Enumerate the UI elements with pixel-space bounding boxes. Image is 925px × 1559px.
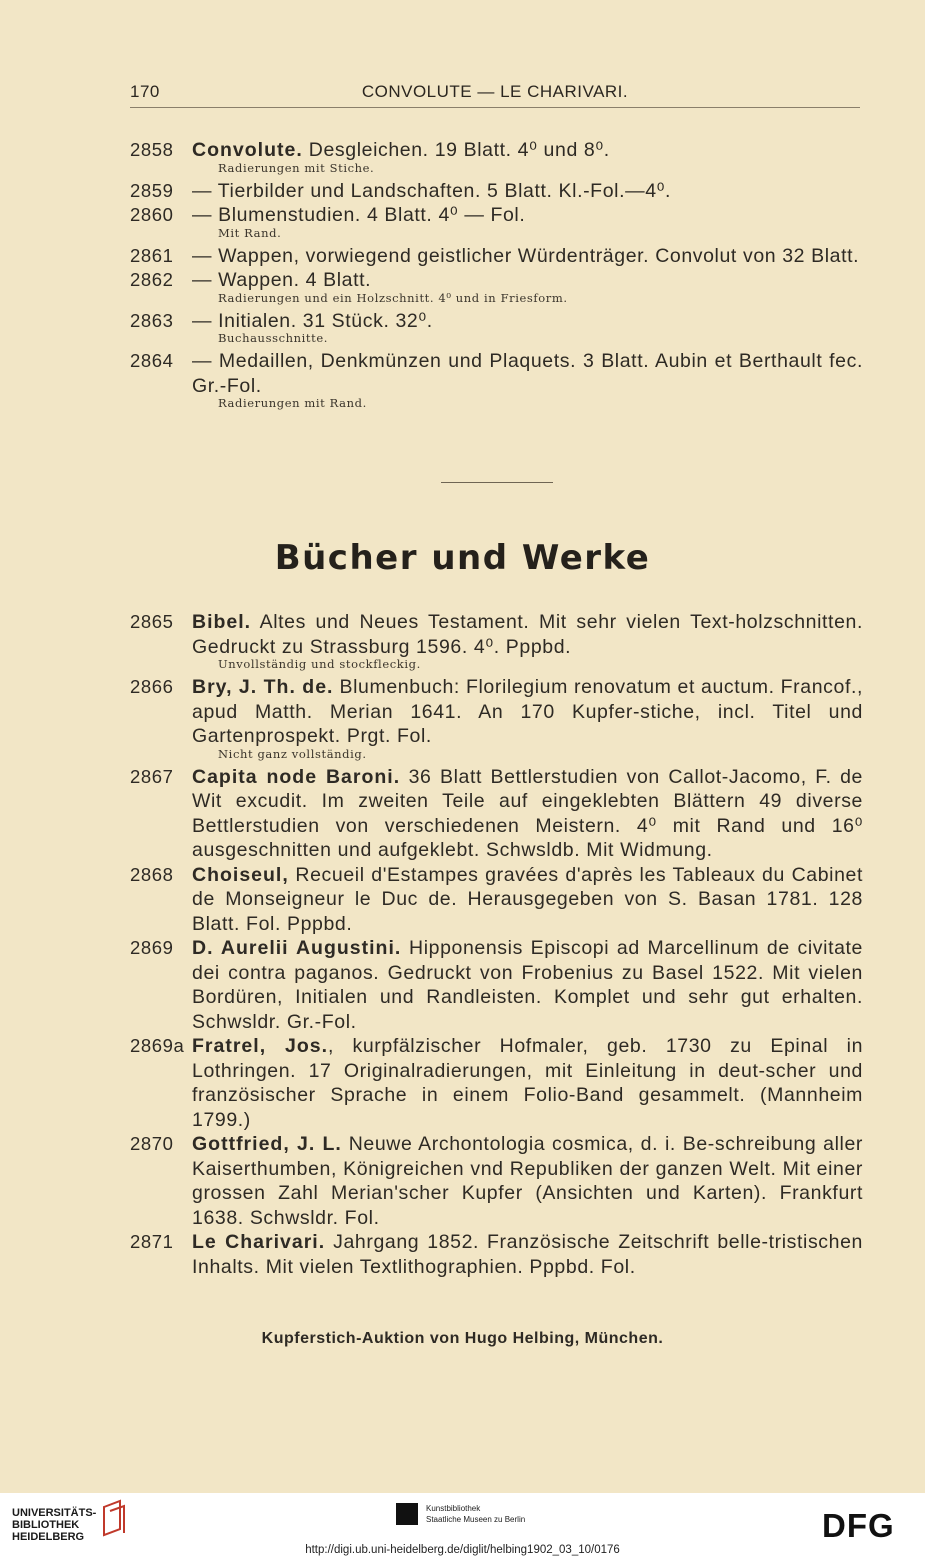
entry-text: Hipponensis Episcopi ad Marcellinum de civitate dei contra paganos. Gedruckt von Frobenius zu Basel 1522. Mit vielen Bordüren, Initialen und Randleisten. Komplet und sehr gut erhalten. Schwsldr. Gr.-Fol. [192,937,863,1033]
entry-text: Desgleichen. 19 Blatt. 4⁰ und 8⁰. [302,139,610,161]
entry-text: 36 Blatt Bettlerstudien von Callot-Jacomo, F. de Wit excudit. Im zweiten Teile auf eingeklebten Blättern 49 diverse Bettlerstudien von verschiedenen Meistern. 4⁰ mit Rand und 16⁰ ausgeschnitten und aufgeklebt. Schwsldb. Mit Widmung. [192,765,863,861]
entry-body [192,268,863,293]
digitization-band [0,1493,925,1559]
entry-body [192,138,863,163]
entry-text: Neuwe Archontologia cosmica, d. i. Be-schreibung aller Kaiserthumben, Königreichen vnd Republiken der ganzen Welt. Mit einer grossen Zahl Merian'scher Kupfer (Ansichten und Karten). Frankfurt 1638. Schwsldr. Fol. [192,1133,863,1229]
entry-text: Blumenbuch: Florilegium renovatum et auctum. Francof., apud Matth. Merian 1641. An 170 Kupfer-stiche, incl. Titel und Gartenprospekt. Prgt. Fol. [192,676,863,747]
entry-body [192,203,863,228]
kunstbibliothek-logo[interactable] [396,1503,525,1525]
entry-body [192,675,863,749]
lot-number: 2860 [130,204,174,225]
entries-convolute [130,138,863,414]
lot-number: 2870 [130,1133,174,1154]
page-number: 170 [130,82,160,101]
entry-text: Recueil d'Estampes gravées d'après les Tableaux du Cabinet de Monseigneur le Duc de. Herausgegeben von S. Basan 1781. 128 Blatt. Fol. Pppbd. [192,863,863,935]
entry-heading: Fratrel, Jos. [192,1035,329,1057]
source-url[interactable]: http://digi.ub.uni-heidelberg.de/diglit/helbing1902_03_10/0176 [305,1544,620,1556]
catalog-entry [130,1132,863,1230]
section-title: Bücher und Werke [274,538,651,578]
kb-square-icon [396,1503,418,1525]
dfg-logo[interactable]: DFG [822,1507,895,1544]
catalog-entry [130,268,863,306]
ub-line: BIBLIOTHEK [12,1519,80,1531]
lot-number: 2859 [130,179,174,201]
entry-text: — Tierbilder und Landschaften. 5 Blatt. Kl.-Fol.—4⁰. [192,179,672,202]
catalog-entry [130,610,863,672]
lot-number: 2862 [130,269,174,290]
entry-text: — Wappen, vorwiegend geistlicher Würdenträger. Convolut von 32 Blatt. [192,244,860,267]
kb-line: Staatliche Museen zu Berlin [426,1515,526,1524]
entry-heading: Choiseul, [192,863,289,886]
ub-mark-icon [100,1499,128,1537]
catalog-entry [130,179,863,204]
entry-body [192,1132,863,1230]
entry-note: Nicht ganz vollständig. [218,746,367,761]
catalog-entry [130,675,863,762]
header-rule [130,107,860,108]
catalog-entry [130,1230,863,1279]
entry-heading: Gottfried, J. L. [192,1133,342,1155]
entry-body [192,309,863,334]
lot-number: 2865 [130,611,174,632]
entry-body [192,936,863,1034]
lot-number: 2869a [130,1035,185,1056]
page-footer: Kupferstich-Auktion von Hugo Helbing, München. [261,1330,664,1347]
entry-note: Radierungen und ein Holzschnitt. 4⁰ und in Friesform. [218,290,568,305]
catalog-entry [130,936,863,1034]
entry-text: — Wappen. 4 Blatt. [192,269,372,291]
running-title: CONVOLUTE — LE CHARIVARI. [361,82,629,101]
catalog-entry [130,1034,863,1132]
catalog-entry [130,349,863,411]
lot-number: 2864 [130,350,174,371]
entry-heading: Convolute. [192,139,303,161]
entry-text: — Initialen. 31 Stück. 32⁰. [192,309,433,332]
entry-heading: Le Charivari. [192,1231,326,1253]
entry-note: Radierungen mit Rand. [218,396,367,410]
entry-body [192,1230,863,1279]
entry-note: Radierungen mit Stiche. [218,160,375,175]
lot-number: 2869 [130,937,174,958]
lot-number: 2863 [130,309,174,331]
catalog-entry [130,863,863,937]
entry-note: Mit Rand. [218,225,282,240]
catalog-entry [130,203,863,241]
catalog-entry [130,138,863,176]
entry-body [192,179,863,204]
lot-number: 2858 [130,139,174,160]
entry-heading: Bibel. [192,611,252,633]
catalog-entry [130,765,863,863]
lot-number: 2868 [130,863,174,885]
lot-number: 2871 [130,1231,174,1252]
entry-note: Unvollständig und stockfleckig. [218,657,421,671]
entry-body [192,610,863,659]
entry-body [192,765,863,863]
entry-text: Altes und Neues Testament. Mit sehr vielen Text-holzschnitten. Gedruckt zu Strassburg 1596. 4⁰. Pppbd. [192,611,863,658]
entries-books [130,610,863,1279]
lot-number: 2861 [130,244,174,266]
catalog-entry [130,244,863,269]
ub-line: HEIDELBERG [12,1531,85,1543]
entry-body [192,1034,863,1132]
ub-heidelberg-logo[interactable] [12,1507,96,1543]
entry-text: — Blumenstudien. 4 Blatt. 4⁰ — Fol. [192,204,526,226]
entry-note: Buchausschnitte. [218,331,329,345]
kb-line: Kunstbibliothek [426,1504,481,1513]
entry-heading: Bry, J. Th. de. [192,676,334,698]
ub-line: UNIVERSITÄTS- [12,1507,97,1519]
entry-body [192,349,863,398]
entry-body [192,863,863,937]
entry-heading: Capita node Baroni. [192,765,401,788]
entry-text: — Medaillen, Denkmünzen und Plaquets. 3 Blatt. Aubin et Berthault fec. Gr.-Fol. [192,350,863,397]
lot-number: 2866 [130,676,174,697]
catalog-entry [130,309,863,347]
entry-heading: D. Aurelii Augustini. [192,937,402,959]
entry-text: Jahrgang 1852. Französische Zeitschrift belle-tristischen Inhalts. Mit vielen Textlithographien. Pppbd. Fol. [192,1231,863,1278]
entry-text: , kurpfälzischer Hofmaler, geb. 1730 zu Epinal in Lothringen. 17 Originalradierungen, mit Einleitung in deut-scher und französischer Sprache in einem Folio-Band gesammelt. (Mannheim 1799.) [192,1035,864,1131]
running-header [130,82,860,110]
entry-body [192,244,863,269]
section-divider [441,482,553,483]
lot-number: 2867 [130,765,174,787]
